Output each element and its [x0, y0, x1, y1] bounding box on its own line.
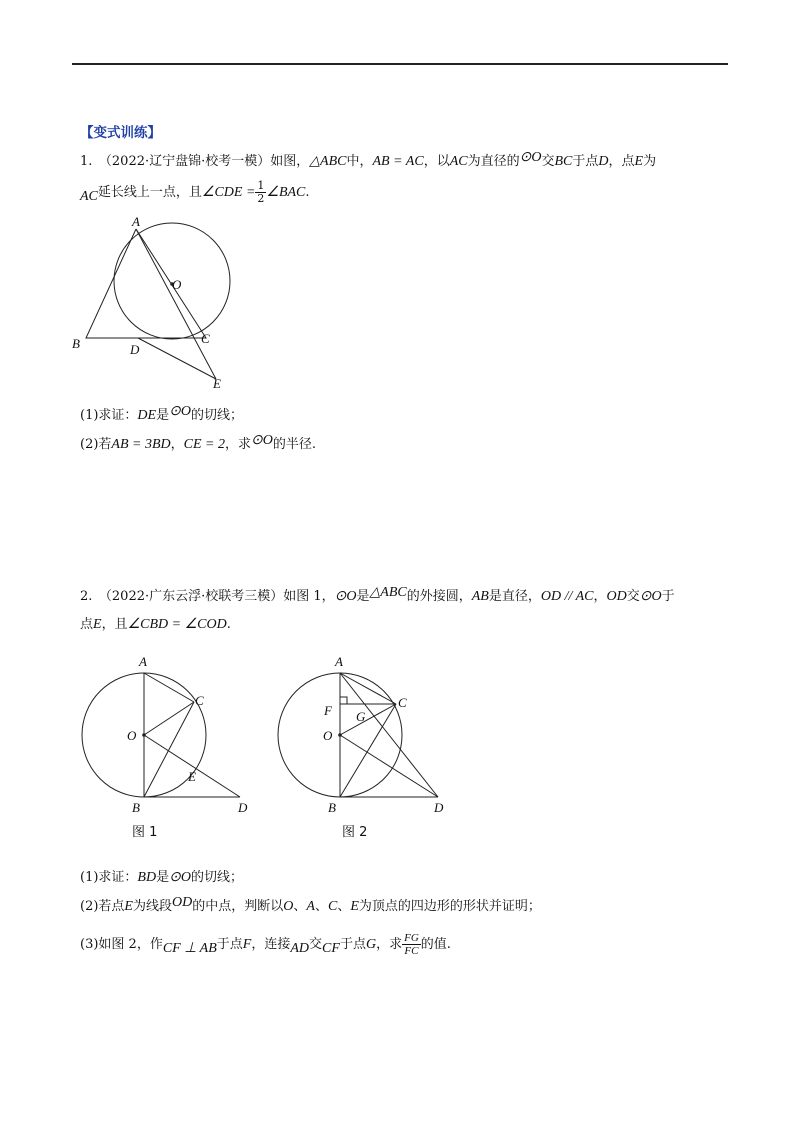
label-d: D — [434, 800, 444, 815]
math: ∠BAC — [266, 185, 306, 200]
label-a: A — [139, 654, 147, 669]
math: O — [283, 899, 294, 914]
math: DE — [137, 408, 157, 423]
math: △ABC — [369, 585, 407, 600]
math: AB = 3BD — [111, 437, 171, 452]
text: 2. （2022·广东云浮·校联考三模）如图 1， — [80, 589, 335, 604]
denominator: FC — [404, 945, 419, 957]
math: E — [93, 617, 102, 632]
line-ad — [340, 673, 438, 797]
line-od — [340, 735, 438, 797]
figure-1-caption: 图 1 — [132, 825, 158, 840]
problem-1-figure — [66, 216, 236, 396]
text: 的外接圆， — [406, 589, 472, 604]
text: 于点 — [216, 937, 243, 952]
text: ，且 — [101, 617, 128, 632]
problem-2-statement-line-1 — [80, 585, 675, 605]
label-f: F — [324, 703, 332, 718]
label-c: C — [201, 331, 210, 346]
text: (1)求证： — [80, 408, 138, 423]
problem-2-figure-1 — [72, 650, 262, 845]
text: ， — [593, 589, 607, 604]
problem-2-question-3 — [80, 932, 451, 957]
text: 是 — [156, 870, 170, 885]
figure-2-caption: 图 2 — [342, 825, 368, 840]
text: 点 — [80, 617, 94, 632]
math: AC — [449, 154, 468, 169]
math: OD — [606, 589, 627, 604]
section-title: 【变式训练】 — [80, 125, 161, 141]
math: BD — [137, 870, 157, 885]
math: ∠CDE = — [201, 185, 256, 200]
triangle-abc — [86, 229, 206, 338]
label-e: E — [213, 376, 221, 391]
text: 于点 — [572, 154, 599, 169]
math: AC — [80, 189, 98, 204]
label-b: B — [72, 336, 80, 351]
text: 延长线上一点，且 — [97, 185, 202, 200]
text: ，求 — [376, 937, 403, 952]
label-o: O — [172, 277, 182, 292]
text: 、 — [337, 899, 351, 914]
text: 交 — [626, 589, 640, 604]
denominator: 2 — [257, 192, 265, 205]
math: E — [124, 899, 133, 914]
label-b: B — [132, 800, 140, 815]
problem-2-question-2 — [80, 895, 541, 915]
math: E — [350, 899, 359, 914]
text: . — [305, 185, 310, 200]
text: 的中点，判断以 — [192, 899, 284, 914]
label-a: A — [132, 216, 140, 229]
math: BC — [554, 154, 573, 169]
text: 是 — [356, 589, 370, 604]
text: 为直径的 — [467, 154, 520, 169]
fraction — [255, 180, 266, 205]
text: 为线段 — [132, 899, 172, 914]
problem-1-statement-line-1 — [80, 150, 656, 170]
text: . — [226, 617, 231, 632]
text: 1. （2022·辽宁盘锦·校考一模）如图， — [80, 154, 310, 169]
math: CF — [322, 941, 340, 956]
problem-1-question-1 — [80, 404, 243, 424]
text: 于点 — [339, 937, 366, 952]
text: ， — [170, 437, 184, 452]
text: (2)若 — [80, 437, 112, 452]
math: △ABC — [309, 154, 347, 169]
text: 交 — [309, 937, 323, 952]
label-c: C — [195, 693, 204, 708]
text: 的半径. — [272, 437, 316, 452]
math: ⊙O — [251, 433, 273, 448]
label-d: D — [130, 342, 140, 357]
math: OD — [172, 895, 193, 910]
problem-1-statement-line-2 — [80, 180, 310, 205]
label-e: E — [188, 769, 196, 784]
text: ，点 — [608, 154, 635, 169]
math: F — [242, 937, 252, 952]
math: ⊙O — [334, 589, 357, 604]
text: 、 — [293, 899, 307, 914]
math: D — [598, 154, 609, 169]
problem-1-question-2 — [80, 433, 316, 453]
line-ae — [136, 229, 216, 379]
math: AB = AC — [372, 154, 424, 169]
math: ∠CBD = ∠COD — [127, 617, 227, 632]
math: ⊙O — [639, 589, 662, 604]
label-o: O — [323, 728, 333, 743]
math: CF ⊥ AB — [162, 941, 217, 956]
text: (2)若点 — [80, 899, 125, 914]
text: (1)求证： — [80, 870, 138, 885]
text: 交 — [541, 154, 555, 169]
label-c: C — [398, 695, 407, 710]
line-bc — [144, 702, 194, 797]
math: C — [327, 899, 338, 914]
text: 为顶点的四边形的形状并证明； — [358, 899, 541, 914]
problem-2-statement-line-2 — [80, 613, 231, 633]
math: ⊙O — [169, 404, 191, 419]
text: (3)如图 2，作 — [80, 937, 163, 952]
label-g: G — [356, 709, 366, 724]
text: 是 — [156, 408, 170, 423]
problem-2-figure-2 — [270, 650, 460, 845]
center-point-o — [338, 733, 342, 737]
line-bc — [340, 704, 396, 797]
text: 的切线； — [190, 870, 243, 885]
text: ，以 — [423, 154, 450, 169]
math: G — [365, 937, 377, 952]
math: AB — [471, 589, 489, 604]
text: 的值. — [420, 937, 451, 952]
label-o: O — [127, 728, 137, 743]
line-ac — [144, 673, 194, 702]
math: E — [634, 154, 644, 169]
math: A — [306, 899, 315, 914]
center-point-o — [142, 733, 146, 737]
label-d: D — [238, 800, 248, 815]
math: AD — [290, 941, 310, 956]
header-rule — [72, 63, 728, 65]
math: ⊙O — [169, 870, 191, 885]
label-b: B — [328, 800, 336, 815]
text: 、 — [314, 899, 328, 914]
text: ，求 — [225, 437, 252, 452]
math: CE = 2 — [183, 437, 225, 452]
line-oc — [144, 702, 194, 735]
problem-2-question-1 — [80, 866, 243, 886]
text: 的切线； — [190, 408, 243, 423]
numerator: 1 — [257, 179, 265, 192]
text: 中， — [346, 154, 373, 169]
numerator: FG — [404, 932, 419, 944]
math: OD // AC — [540, 589, 594, 604]
text: 为 — [643, 154, 657, 169]
line-ac — [340, 673, 396, 704]
text: 是直径， — [488, 589, 541, 604]
label-a: A — [335, 654, 343, 669]
line-od — [144, 735, 240, 797]
fraction — [402, 932, 421, 957]
text: 于 — [661, 589, 675, 604]
right-angle-mark — [340, 697, 347, 704]
text: ，连接 — [251, 937, 291, 952]
math: ⊙O — [519, 150, 542, 165]
